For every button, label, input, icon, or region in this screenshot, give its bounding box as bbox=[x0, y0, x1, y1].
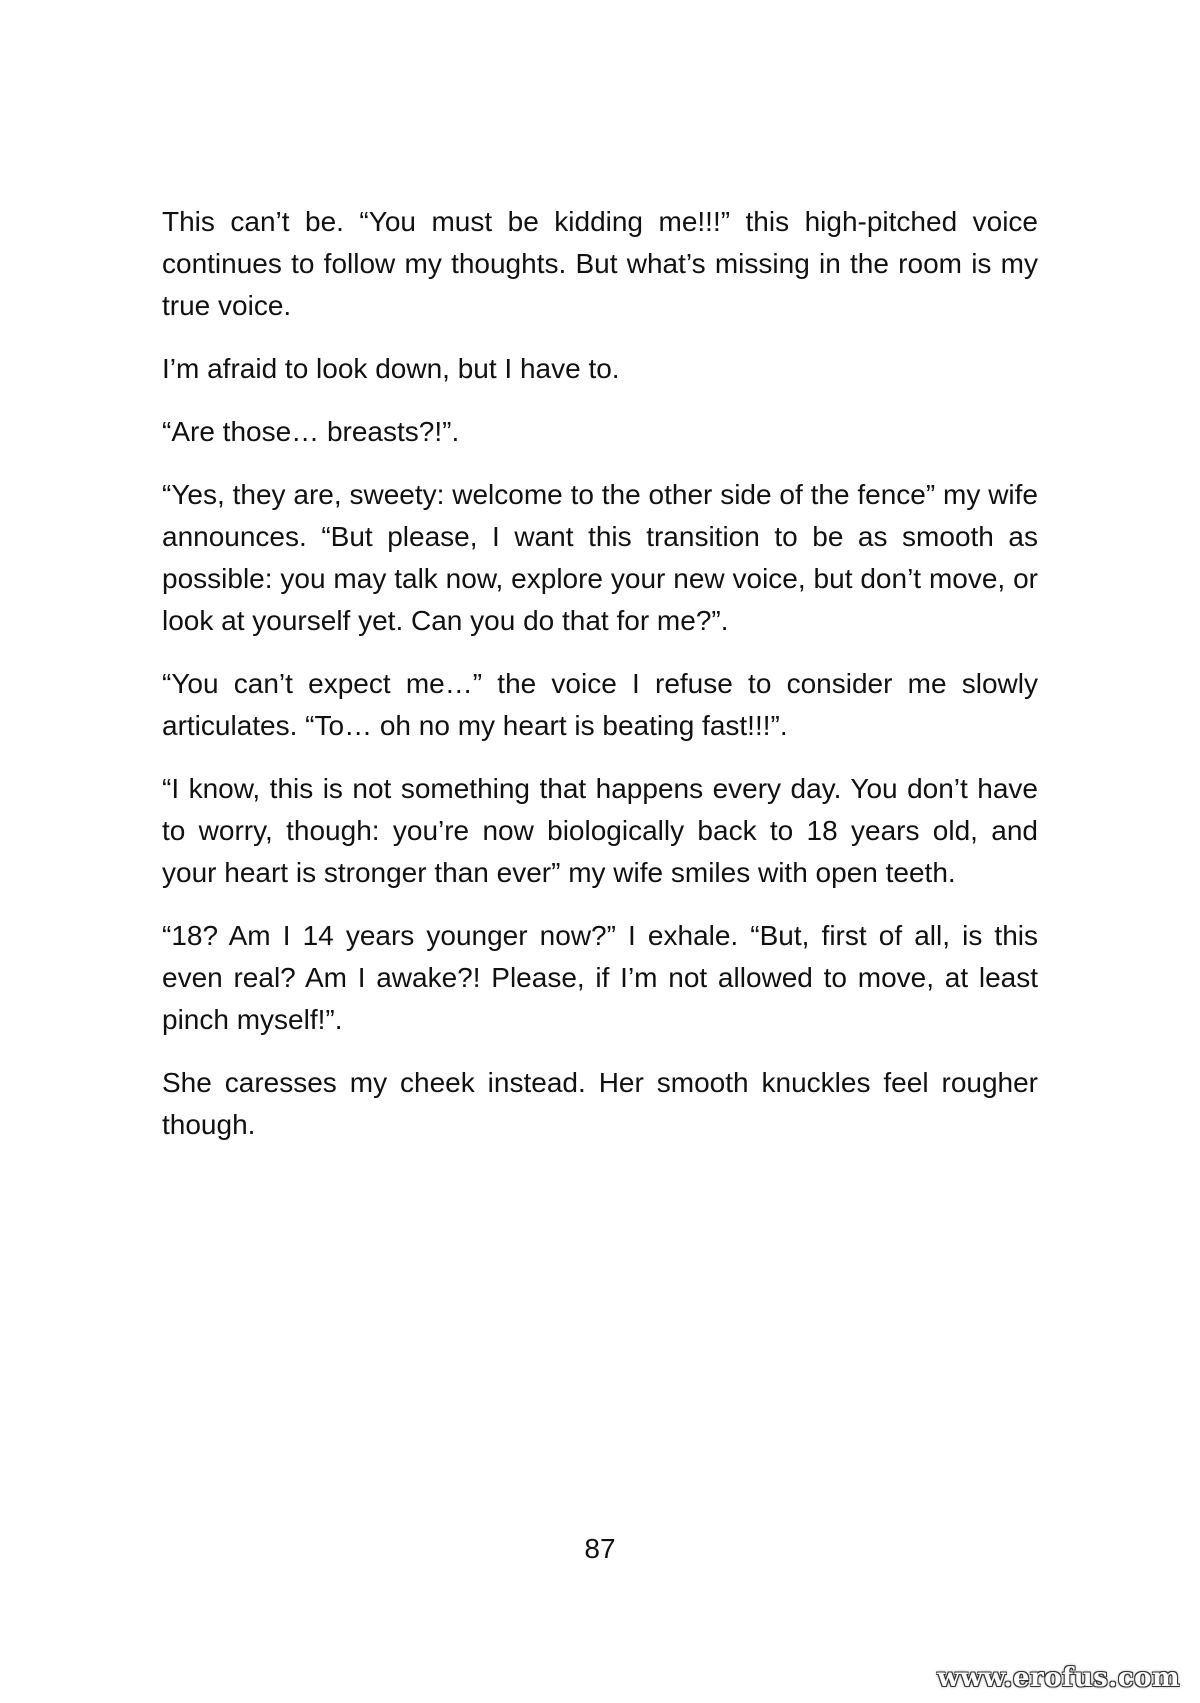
page-body-text bbox=[162, 201, 1038, 1167]
paragraph: This can’t be. “You must be kidding me!!!” this high-pitched voice continues to follow my thoughts. But what’s missing in the room is my true voice. bbox=[162, 206, 1038, 321]
paragraph: “Yes, they are, sweety: welcome to the other side of the fence” my wife announces. “But please, I want this transition to be as smooth as possible: you may talk now, explore your new voice, but don’t move, or look at yourself yet. Can you do that for me?”. bbox=[162, 479, 1038, 636]
paragraph: “Are those… breasts?!”. bbox=[162, 416, 460, 447]
paragraph: She caresses my cheek instead. Her smooth knuckles feel rougher though. bbox=[162, 1067, 1038, 1140]
paragraph: “You can’t expect me…” the voice I refuse to consider me slowly articulates. “To… oh no my heart is beating fast!!!”. bbox=[162, 668, 1038, 741]
paragraph: “18? Am I 14 years younger now?” I exhale. “But, first of all, is this even real? Am I awake?! Please, if I’m not allowed to move, at least pinch myself!”. bbox=[162, 920, 1038, 1035]
page-number: 87 bbox=[584, 1533, 616, 1564]
paragraph: I’m afraid to look down, but I have to. bbox=[162, 353, 620, 384]
site-watermark: www.erofus.com bbox=[937, 1663, 1180, 1693]
paragraph: “I know, this is not something that happens every day. You don’t have to worry, though: you’re now biologically back to 18 years old, and your heart is stronger than ever” my wife smiles with open teeth. bbox=[162, 773, 1038, 888]
